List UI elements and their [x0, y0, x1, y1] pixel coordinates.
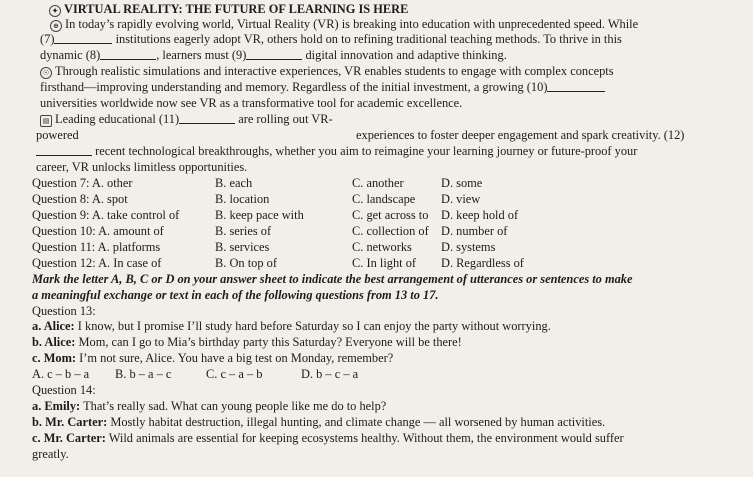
blank-12 [36, 145, 92, 156]
passage-line-8a: powered [36, 128, 79, 142]
passage-line-3: dynamic (8) , learners must (9) digital innovation and adaptive thinking. [40, 48, 507, 62]
passage-line-5: firsthand—improving understanding and memory. Regardless of the initial investment, a growing (10) [40, 80, 605, 94]
passage-line-9: recent technological breakthroughs, whether you aim to reimagine your learning journey or future-proof your [36, 144, 637, 158]
q13-option-b: B. b – a – c [115, 367, 172, 381]
passage-line-1: ⊕ In today’s rapidly evolving world, Virtual Reality (VR) is breaking into education with unprecedented speed. While [50, 17, 638, 32]
blank-10 [547, 81, 605, 92]
blank-9 [246, 49, 302, 60]
q13-option-c: C. c – a – b [206, 367, 263, 381]
q14-line-c-cont: greatly. [32, 447, 69, 461]
blank-11 [179, 113, 235, 124]
passage-line-6: universities worldwide now see VR as a transformative tool for academic excellence. [40, 96, 463, 110]
school-icon: ▤ [40, 115, 52, 127]
bullet-icon: ✦ [49, 5, 61, 17]
passage-line-4: ☉ Through realistic simulations and interactive experiences, VR enables students to engage with complex concepts [40, 64, 614, 79]
q14-line-a: a. Emily: That’s really sad. What can young people like me do to help? [32, 399, 387, 413]
passage-line-8b: experiences to foster deeper engagement and spark creativity. (12) [356, 128, 685, 142]
q14-line-c: c. Mr. Carter: Wild animals are essential for keeping ecosystems healthy. Without them, the environment would suffer [32, 431, 624, 445]
passage-title: VIRTUAL REALITY: THE FUTURE OF LEARNING IS HERE [64, 2, 409, 16]
passage-title-row [49, 2, 408, 17]
instruction-line-2: a meaningful exchange or text in each of the following questions from 13 to 17. [32, 288, 439, 302]
passage-line-10: career, VR unlocks limitless opportunities. [36, 160, 248, 174]
worksheet-page: ✦ VIRTUAL REALITY: THE FUTURE OF LEARNING IS HERE ⊕ In today’s rapidly evolving world, Virtual Reality (VR) is breaking into education with unprecedented speed. While (7) institutions eagerly adopt VR, others hold on to refining traditional teaching methods. To thrive in this dynamic (8) , learners must (9) digital innovation and adaptive thinking. ☉ Through realistic simulations and interactive experiences, VR enables students to engage with complex concepts firsthand—improving understanding and memory. Regardless of the initial investment, a growing (10) universities worldwide now see VR as a transformative tool for academic excellence. ▤ Leading educational (11) are rolling out VR- powered experiences to foster deeper engagement and spark creativity. (12) recent technological breakthroughs, whether you aim to reimagine your learning journey or future-proof your career, VR unlocks limitless opportunities. Question 7: A. other B. each C. another D. some Question 8: A. spot B. location C. landscape D. view Question 9: A. take control of B. keep pace with C. get across to D. keep hold of Question 10: A. amount of B. series of C. collection of D. number of Question 11: A. platforms B. services C. networks D. systems Question 12: A. In case of B. On top of C. In light of D. Regardless of Mark the letter A, B, C or D on your answer sheet to indicate the best arrangement of utterances or sentences to make a meaningful exchange or text in each of the following questions from 13 to 17. Question 13: a. Alice: I know, but I promise I’ll study hard before Saturday so I can enjoy the party without worrying. b. Alice: Mom, can I go to Mia’s birthday party this Saturday? Everyone will be there! c. Mom: I’m not sure, Alice. You have a big test on Monday, remember? A. c – b – a B. b – a – c C. c – a – b D. b – c – a Question 14: a. Emily: That’s really sad. What can young people like me do to help? b. Mr. Carter: Mostly habitat destruction, illegal hunting, and climate change — all worsened by human activities. c. Mr. Carter: Wild animals are essential for keeping ecosystems healthy. Without them, the environment would suffer greatly. [32, 2, 685, 461]
q13-line-b: b. Alice: Mom, can I go to Mia’s birthday party this Saturday? Everyone will be there! [32, 335, 462, 349]
globe-icon: ⊕ [50, 20, 62, 32]
q13-option-a: A. c – b – a [32, 367, 90, 381]
q13-line-c: c. Mom: I’m not sure, Alice. You have a big test on Monday, remember? [32, 351, 394, 365]
q14-line-b: b. Mr. Carter: Mostly habitat destruction, illegal hunting, and climate change — all worsened by human activities. [32, 415, 606, 429]
q13-line-a: a. Alice: I know, but I promise I’ll study hard before Saturday so I can enjoy the party without worrying. [32, 319, 551, 333]
passage-line-7: ▤ Leading educational (11) are rolling out VR- [40, 112, 333, 127]
q14-label: Question 14: [32, 383, 96, 397]
passage-line-2: (7) institutions eagerly adopt VR, others hold on to refining traditional teaching methods. To thrive in this [40, 32, 622, 46]
blank-7 [54, 33, 112, 44]
idea-icon: ☉ [40, 67, 52, 79]
instruction-line-1: Mark the letter A, B, C or D on your answer sheet to indicate the best arrangement of utterances or sentences to make [32, 272, 633, 286]
q13-label: Question 13: [32, 304, 96, 318]
blank-8 [100, 49, 156, 60]
q13-option-d: D. b – c – a [301, 367, 359, 381]
